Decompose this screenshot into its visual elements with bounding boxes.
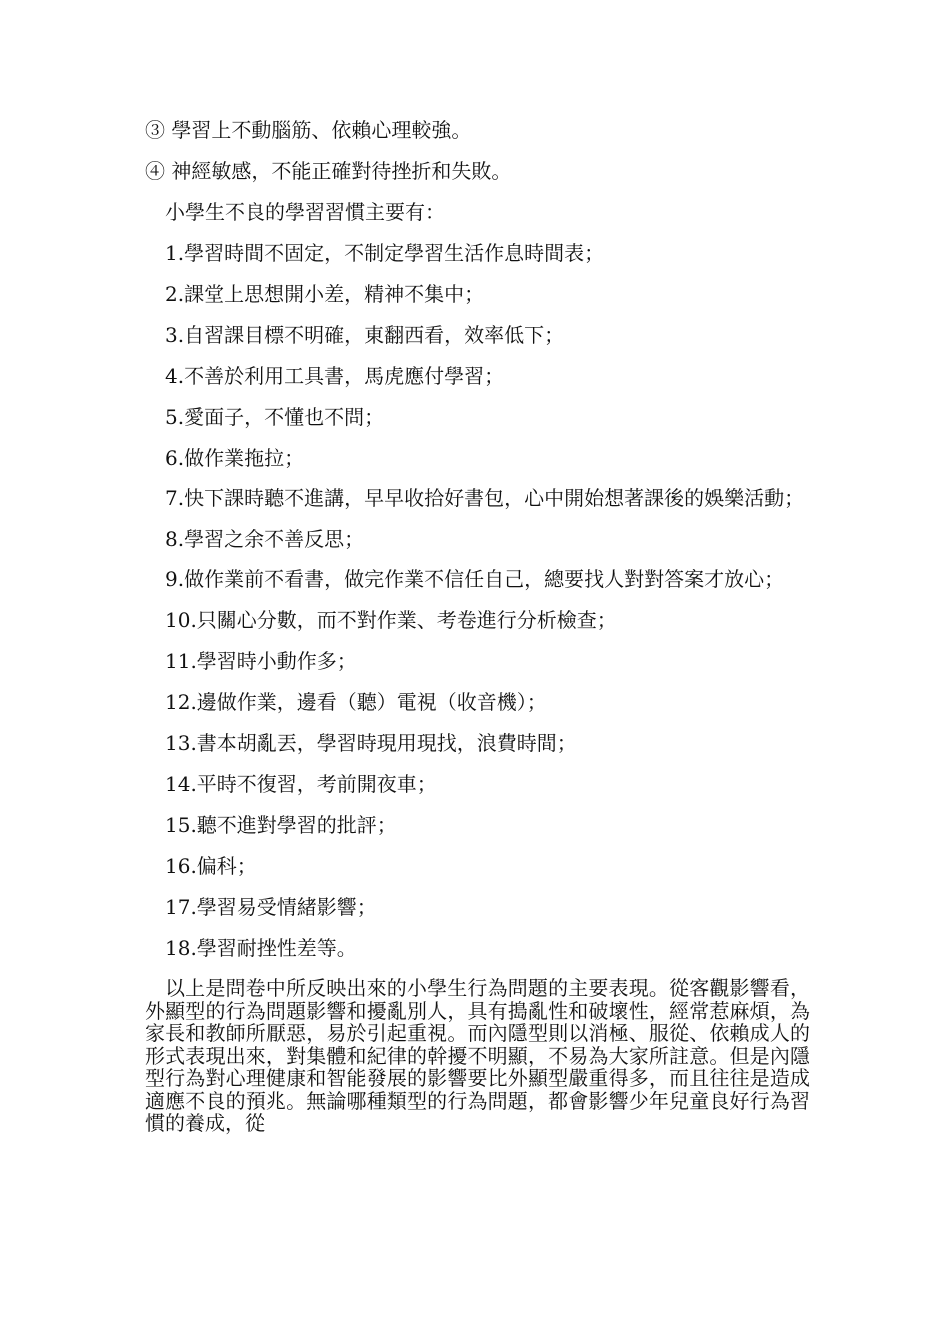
point-4: ④ 神經敏感，不能正確對待挫折和失敗。 [145, 159, 512, 183]
list-intro: 小學生不良的學習習慣主要有： [165, 200, 445, 224]
list-item: 17.學習易受情緒影響； [165, 895, 377, 919]
list-item: 18.學習耐挫性差等。 [165, 936, 357, 960]
document-body [145, 118, 810, 1135]
list-item: 5.愛面子，不懂也不問； [165, 405, 385, 429]
list-item: 1.學習時間不固定，不制定學習生活作息時間表； [165, 241, 605, 265]
list-item: 16.偏科； [165, 854, 257, 878]
list-item: 10.只關心分數，而不對作業、考卷進行分析檢查； [165, 608, 617, 632]
list-item: 14.平時不復習，考前開夜車； [165, 772, 437, 796]
list-item: 11.學習時小動作多； [165, 649, 357, 673]
closing-paragraph: 以上是問卷中所反映出來的小學生行為問題的主要表現。從客觀影響看，外顯型的行為問題影響和擾亂別人，具有搗亂性和破壞性，經常惹麻煩，為家長和教師所厭惡，易於引起重視。而內隱型則以消極、服從、依賴成人的形式表現出來，對集體和紀律的幹擾不明顯，不易為大家所註意。但是內隱型行為對心理健康和智能發展的影響要比外顯型嚴重得多，而且往往是造成適應不良的預兆。無論哪種類型的行為問題，都會影響少年兒童良好行為習慣的養成，從 [145, 976, 810, 1135]
point-3: ③ 學習上不動腦筋、依賴心理較強。 [145, 118, 472, 142]
list-item: 2.課堂上思想開小差，精神不集中； [165, 282, 485, 306]
list-item: 8.學習之余不善反思； [165, 527, 365, 551]
list-item: 9.做作業前不看書，做完作業不信任自己，總要找人對對答案才放心； [165, 567, 785, 591]
list-item: 3.自習課目標不明確，東翻西看，效率低下； [165, 323, 565, 347]
list-item: 15.聽不進對學習的批評； [165, 813, 397, 837]
list-item: 13.書本胡亂丟，學習時現用現找，浪費時間； [165, 731, 577, 755]
list-item: 4.不善於利用工具書，馬虎應付學習； [165, 364, 505, 388]
list-item: 6.做作業拖拉； [165, 446, 305, 470]
list-item: 12.邊做作業，邊看（聽）電視（收音機）； [165, 690, 547, 714]
list-item: 7.快下課時聽不進講，早早收拾好書包，心中開始想著課後的娛樂活動； [165, 486, 805, 510]
